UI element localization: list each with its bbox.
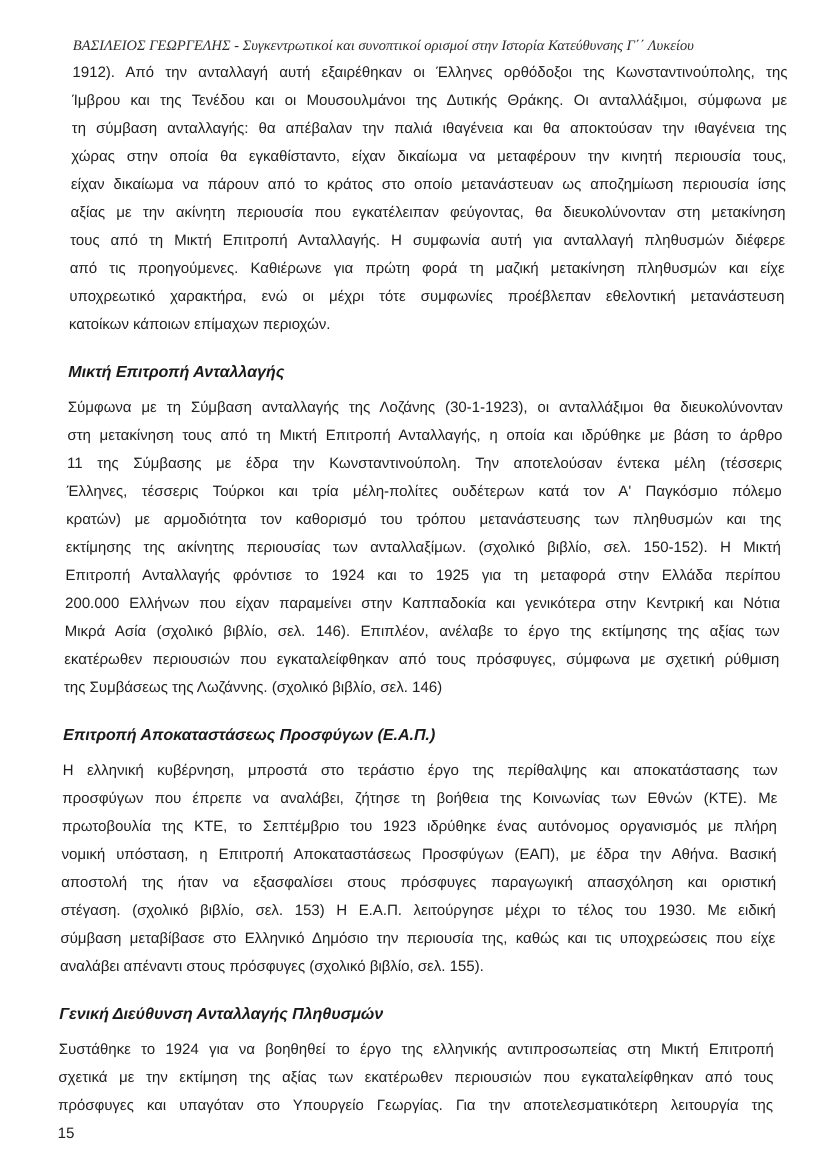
section-paragraph-mikti-epitropi (64, 394, 783, 702)
text-line: 11 της Σύμβασης με έδρα την Κωνσταντινούπολη. Την αποτελούσαν έντεκα μέλη (τέσσερις (66, 455, 783, 472)
text-line: εκατέρωθεν περιουσιών που εγκαταλείφθηκαν από τους πρόσφυγες, σύμφωνα με σχετική ρύθμιση (64, 651, 780, 668)
text-line: Έλληνες, τέσσερις Τούρκοι και τρία μέλη-πολίτες ουδέτερων κατά τον Α' Παγκόσμιο πόλεμο (66, 483, 782, 500)
text-line: πρωτοβουλία της ΚΤΕ, το Σεπτέμβριο του 1923 ιδρύθηκε ένας αυτόνομος οργανισμός με πλήρη (61, 818, 778, 835)
text-line: σχετικά με την εκτίμηση της αξίας των εκατέρωθεν περιουσιών που εγκαταλείφθηκαν από τους (58, 1069, 774, 1086)
page-content (58, 36, 788, 1146)
text-line: Σύμφωνα με τη Σύμβαση ανταλλαγής της Λοζάνης (30-1-1923), οι ανταλλάξιμοι θα διευκολύνονταν (67, 399, 783, 416)
text-line: τη σύμβαση ανταλλαγής: θα απέβαλαν την παλιά ιθαγένεια και θα αποκτούσαν την ιθαγένεια της (71, 120, 787, 137)
text-line: πρόσφυγες και υπαγόταν στο Υπουργείο Γεωργίας. Για την αποτελεσματικότερη λειτουργία της (57, 1097, 774, 1114)
text-line: τους από τη Μικτή Επιτροπή Ανταλλαγής. Η συμφωνία αυτή για ανταλλαγή πληθυσμών διέφερε (70, 232, 786, 249)
text-line: από τις προηγούμενες. Καθιέρωνε για πρώτη φορά τη μαζική μετακίνηση πληθυσμών και είχε (69, 260, 785, 277)
section-heading-geniki-dieythynsi: Γενική Διεύθυνση Ανταλλαγής Πληθυσμών (59, 1006, 384, 1023)
text-line: σύμβαση μεταβίβασε στο Ελληνικό Δημόσιο την περιουσία της, καθώς και τις υποχρεώσεις που είχε (60, 930, 776, 947)
section-heading-mikti-epitropi: Μικτή Επιτροπή Ανταλλαγής (68, 364, 285, 381)
text-line: χώρας στην οποία θα εγκαθίσταντο, είχαν δικαίωμα να μεταφέρουν την κινητή περιουσία τους, (71, 148, 787, 165)
section-paragraph-geniki-dieythynsi (58, 1036, 774, 1120)
intro-paragraph (69, 59, 788, 339)
text-line: Συστάθηκε το 1924 για να βοηθηθεί το έργο της ελληνικής αντιπροσωπείας στη Μικτή Επιτροπή (58, 1041, 774, 1058)
text-line: Επιτροπή Ανταλλαγής φρόντισε το 1924 και το 1925 για τη μεταφορά στην Ελλάδα περίπου (65, 567, 781, 584)
text-line: Η ελληνική κυβέρνηση, μπροστά στο τεράστιο έργο της περίθαλψης και αποκατάστασης των (62, 762, 778, 779)
text-line: αναλάβει απέναντι στους πρόσφυγες (σχολικό βιβλίο, σελ. 155). (59, 958, 484, 975)
section-heading-eap: Επιτροπή Αποκαταστάσεως Προσφύγων (Ε.Α.Π.) (63, 727, 436, 744)
text-line: 200.000 Ελλήνων που είχαν παραμείνει στην Καππαδοκία και γενικότερα στην Κεντρική και Νότια (64, 595, 781, 612)
text-line: κατοίκων κάποιων επίμαχων περιοχών. (68, 316, 331, 333)
text-line: είχαν δικαίωμα να πάρουν από το κράτος στο οποίο μετανάστευαν ως αποζημίωση περιουσία ίσης (70, 176, 787, 193)
text-line: της Συμβάσεως της Λωζάννης. (σχολικό βιβλίο, σελ. 146) (63, 679, 443, 696)
text-line: Ίμβρου και της Τενέδου και οι Μουσουλμάνοι της Δυτικής Θράκης. Οι ανταλλάξιμοι, σύμφωνα με (71, 92, 788, 109)
text-line: προσφύγων που έπρεπε να αναλάβει, ζήτησε τη βοήθεια της Κοινωνίας των Εθνών (ΚΤΕ). Με (62, 790, 778, 807)
page-number: 15 (57, 1125, 75, 1142)
document-header: ΒΑΣΙΛΕΙΟΣ ΓΕΩΡΓΕΛΗΣ - Συγκεντρωτικοί και συνοπτικοί ορισμοί στην Ιστορία Κατεύθυνσης Γ΄΄ Λυκείου (72, 38, 694, 54)
text-line: 1912). Από την ανταλλαγή αυτή εξαιρέθηκαν οι Έλληνες ορθόδοξοι της Κωνσταντινούπολης, της (72, 64, 788, 81)
text-line: αξίας με την ακίνητη περιουσία που εγκατέλειπαν φεύγοντας, θα διευκολύνονταν στη μετακίνηση (70, 204, 786, 221)
text-line: κρατών) με αρμοδιότητα τον καθορισμό του τρόπου μετανάστευσης των πληθυσμών και της (66, 511, 782, 528)
text-line: στη μετακίνηση τους από τη Μικτή Επιτροπή Ανταλλαγής, η οποία και ιδρύθηκε με βάση το άρθρο (67, 427, 783, 444)
section-paragraph-eap (60, 757, 778, 981)
text-line: αποστολή της ήταν να εξασφαλίσει στους πρόσφυγες παραγωγική απασχόληση και οριστική (61, 874, 777, 891)
text-line: υποχρεωτικό χαρακτήρα, ενώ οι μέχρι τότε συμφωνίες προέβλεπαν εθελοντική μετανάστευση (69, 288, 785, 305)
text-line: νομική υπόσταση, η Επιτροπή Αποκαταστάσεως Προσφύγων (ΕΑΠ), με έδρα την Αθήνα. Βασική (61, 846, 777, 863)
text-line: εκτίμησης της ακίνητης περιουσίας των ανταλλαξίμων. (σχολικό βιβλίο, σελ. 150-152). Η Μικτή (65, 539, 781, 556)
text-line: στέγαση. (σχολικό βιβλίο, σελ. 153) Η Ε.Α.Π. λειτούργησε μέχρι το τέλος του 1930. Με ειδική (60, 902, 776, 919)
text-line: Μικρά Ασία (σχολικό βιβλίο, σελ. 146). Επιπλέον, ανέλαβε το έργο της εκτίμησης της αξίας των (64, 623, 780, 640)
